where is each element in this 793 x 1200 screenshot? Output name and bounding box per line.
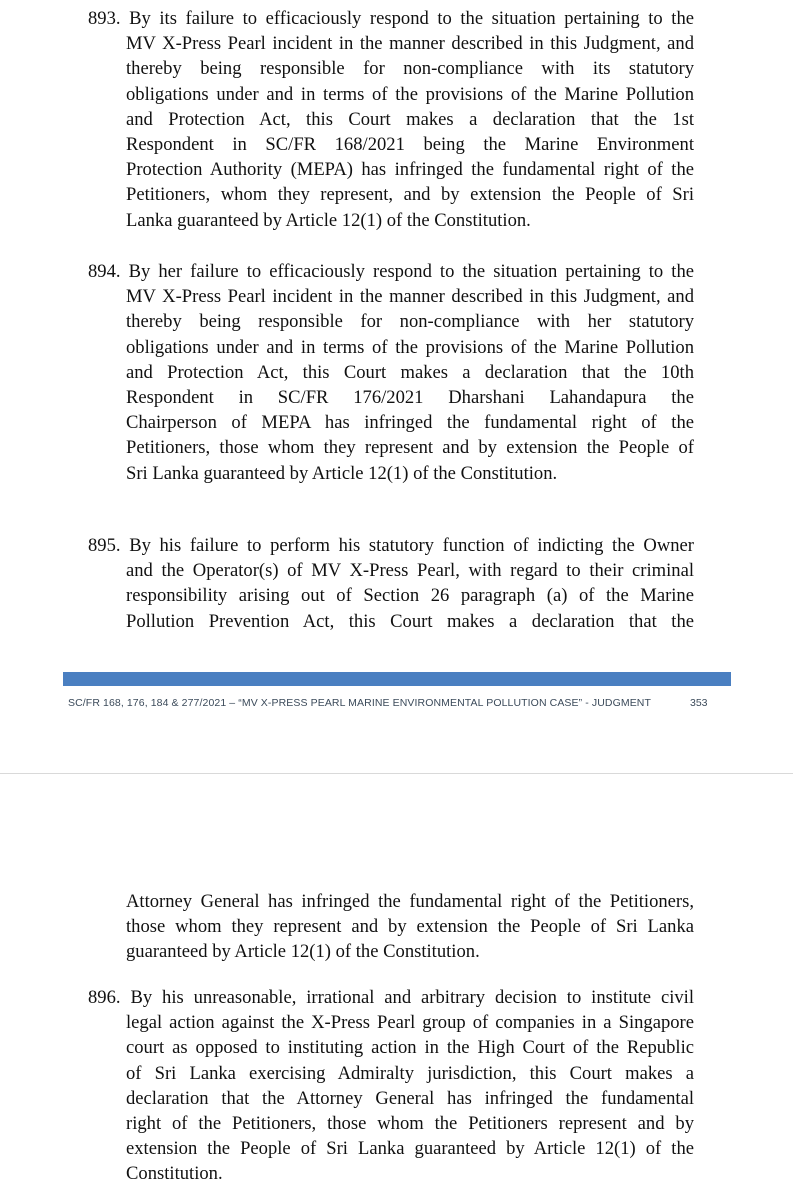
paragraph-line: Respondent in SC/FR 168/2021 being the Marine Environment: [126, 133, 694, 155]
paragraph-line: extension the People of Sri Lanka guaranteed by Article 12(1) of the: [126, 1138, 694, 1160]
paragraph-line: Chairperson of MEPA has infringed the fundamental right of the: [126, 412, 694, 434]
paragraph-line: legal action against the X-Press Pearl group of companies in a Singapore: [126, 1012, 694, 1034]
paragraph-line: Sri Lanka guaranteed by Article 12(1) of the Constitution.: [126, 462, 558, 484]
footer-bar: [63, 672, 731, 686]
paragraph-line: MV X-Press Pearl incident in the manner described in this Judgment, and: [126, 286, 694, 308]
footer-case-title: SC/FR 168, 176, 184 & 277/2021 – “MV X-PRESS PEARL MARINE ENVIRONMENTAL POLLUTION CASE” - JUDGMENT: [68, 697, 651, 709]
paragraph-line: and Protection Act, this Court makes a declaration that the 10th: [126, 361, 694, 383]
paragraph-line: 896. By his unreasonable, irrational and arbitrary decision to institute civil: [88, 985, 694, 1010]
paragraph-line: 894. By her failure to efficaciously respond to the situation pertaining to the: [88, 259, 694, 284]
paragraph-896: [88, 985, 694, 1187]
paragraph-line: thereby being responsible for non-compliance with its statutory: [126, 58, 694, 80]
paragraph-line: 895. By his failure to perform his statutory function of indicting the Owner: [88, 533, 694, 558]
paragraph-line: 893. By its failure to efficaciously respond to the situation pertaining to the: [88, 6, 694, 31]
paragraph-line: declaration that the Attorney General has infringed the fundamental: [126, 1087, 694, 1109]
page-number: 353: [690, 697, 708, 709]
paragraph-line: obligations under and in terms of the provisions of the Marine Pollution: [126, 336, 694, 358]
paragraph-line: Respondent in SC/FR 176/2021 Dharshani Lahandapura the: [126, 386, 694, 408]
paragraph-line: Attorney General has infringed the fundamental right of the Petitioners,: [126, 891, 694, 912]
paragraph-line: Lanka guaranteed by Article 12(1) of the Constitution.: [126, 209, 531, 231]
paragraph-line: guaranteed by Article 12(1) of the Constitution.: [126, 941, 480, 963]
paragraph-line: of Sri Lanka exercising Admiralty jurisdiction, this Court makes a: [126, 1062, 694, 1084]
paragraph-line: right of the Petitioners, those whom the Petitioners represent and by: [126, 1112, 694, 1134]
paragraph-number: 893.: [88, 8, 121, 29]
paragraph-line: and Protection Act, this Court makes a declaration that the 1st: [126, 108, 694, 130]
paragraph-line: Constitution.: [126, 1163, 223, 1185]
paragraph-number: 894.: [88, 261, 121, 282]
paragraph-894: [88, 259, 694, 486]
paragraph-line: thereby being responsible for non-compliance with her statutory: [126, 311, 694, 333]
paragraph-line: Protection Authority (MEPA) has infringed the fundamental right of the: [126, 159, 694, 181]
paragraph-number: 896.: [88, 987, 121, 1008]
paragraph-number: 895.: [88, 535, 121, 556]
paragraph-line: those whom they represent and by extension the People of Sri Lanka: [126, 916, 694, 938]
paragraph-895-continued: [126, 889, 694, 965]
paragraph-893: [88, 6, 694, 233]
page-separator: [0, 773, 793, 774]
paragraph-line: court as opposed to instituting action in the High Court of the Republic: [126, 1037, 694, 1059]
paragraph-line: Petitioners, whom they represent, and by extension the People of Sri: [126, 184, 694, 206]
paragraph-895: [88, 533, 694, 634]
paragraph-line: Petitioners, those whom they represent and by extension the People of: [126, 437, 694, 459]
paragraph-line: MV X-Press Pearl incident in the manner described in this Judgment, and: [126, 33, 694, 55]
paragraph-line: responsibility arising out of Section 26 paragraph (a) of the Marine: [126, 585, 694, 607]
paragraph-line: and the Operator(s) of MV X-Press Pearl, with regard to their criminal: [126, 560, 694, 582]
paragraph-line: obligations under and in terms of the provisions of the Marine Pollution: [126, 83, 694, 105]
paragraph-line: Pollution Prevention Act, this Court makes a declaration that the: [126, 610, 694, 632]
